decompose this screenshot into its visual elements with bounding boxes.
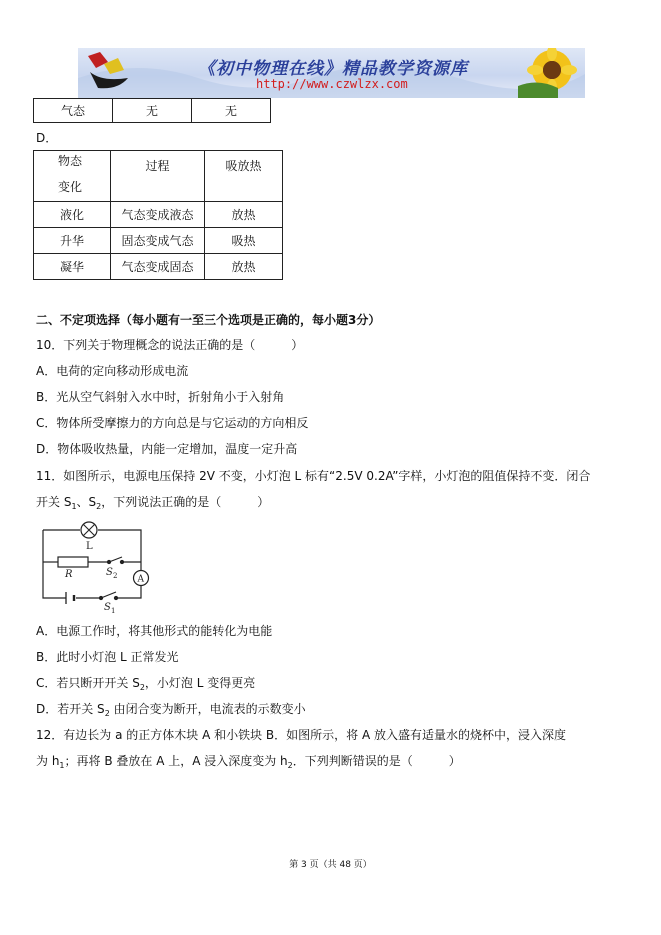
header-text: 变化 bbox=[58, 180, 83, 194]
table-cell: 液化 bbox=[34, 202, 111, 228]
resistor-label: R bbox=[65, 569, 73, 580]
banner-title: 《初中物理在线》精品教学资源库 bbox=[198, 59, 468, 79]
circuit-diagram bbox=[38, 518, 153, 616]
lamp-label: L bbox=[86, 541, 93, 552]
header-banner bbox=[78, 48, 585, 98]
switch-s2-subscript: 2 bbox=[113, 572, 118, 580]
subscript: 1 bbox=[59, 761, 65, 770]
table-cell: 放热 bbox=[205, 202, 283, 228]
ammeter-label: A bbox=[137, 574, 144, 585]
stem-text: 、S bbox=[76, 495, 97, 509]
subscript: 2 bbox=[287, 761, 293, 770]
question-10-option-c: C．物体所受摩擦力的方向总是与它运动的方向相反 bbox=[36, 416, 309, 430]
subscript: 2 bbox=[104, 709, 110, 718]
stem-text: ，下列说法正确的是（ ） bbox=[101, 495, 270, 509]
table-cell: 无 bbox=[113, 99, 192, 123]
battery-icon bbox=[66, 592, 74, 604]
table-row bbox=[34, 254, 283, 280]
banner-url: http://www.czwlzx.com bbox=[256, 77, 408, 91]
question-10-option-a: A．电荷的定向移动形成电流 bbox=[36, 364, 189, 378]
question-11-stem-line1: 11．如图所示，电源电压保持 2V 不变，小灯泡 L 标有“2.5V 0.2A”字样，小灯泡的阻值保持不变．闭合 bbox=[36, 469, 591, 483]
table-top-fragment bbox=[33, 98, 271, 123]
resistor-icon bbox=[58, 557, 88, 567]
stem-text: 开关 S bbox=[36, 495, 72, 509]
question-11-option-c bbox=[36, 675, 255, 691]
question-12-stem-line2 bbox=[36, 753, 461, 769]
table-cell: 升华 bbox=[34, 228, 111, 254]
stem-text: ；再将 B 叠放在 A 上，A 浸入深度变为 h bbox=[64, 754, 288, 768]
subscript: 2 bbox=[96, 502, 102, 511]
table-cell: 气态变成液态 bbox=[111, 202, 205, 228]
option-d-label: D． bbox=[36, 131, 58, 145]
table-header-cell bbox=[34, 151, 111, 202]
question-10-option-b: B．光从空气斜射入水中时，折射角小于入射角 bbox=[36, 390, 285, 404]
switch-s1-subscript: 1 bbox=[111, 607, 116, 615]
table-header-cell: 过程 bbox=[111, 151, 205, 202]
sunflower-icon bbox=[518, 48, 585, 98]
table-header-row bbox=[34, 151, 283, 202]
question-11-option-d bbox=[36, 701, 306, 717]
table-cell: 无 bbox=[192, 99, 271, 123]
table-header-cell: 吸放热 bbox=[205, 151, 283, 202]
table-cell: 放热 bbox=[205, 254, 283, 280]
switch-s2-label: S bbox=[106, 567, 113, 578]
subscript: 1 bbox=[71, 502, 77, 511]
question-11-option-a: A．电源工作时，将其他形式的能转化为电能 bbox=[36, 624, 273, 638]
option-text: C．若只断开开关 S bbox=[36, 676, 140, 690]
table-cell: 凝华 bbox=[34, 254, 111, 280]
option-text: ，小灯泡 L 变得更亮 bbox=[144, 676, 256, 690]
question-11-option-b: B．此时小灯泡 L 正常发光 bbox=[36, 650, 179, 664]
option-text: 由闭合变为断开，电流表的示数变小 bbox=[109, 702, 306, 716]
switch-s1-label: S bbox=[104, 602, 111, 613]
switch-s2-icon bbox=[107, 557, 123, 564]
option-text: D．若开关 S bbox=[36, 702, 105, 716]
subscript: 2 bbox=[139, 683, 145, 692]
question-10-option-d: D．物体吸收热量，内能一定增加，温度一定升高 bbox=[36, 442, 298, 456]
table-row bbox=[34, 202, 283, 228]
header-text: 物态 bbox=[58, 154, 83, 168]
table-row bbox=[34, 228, 283, 254]
stem-text: ．下列判断错误的是（ ） bbox=[292, 754, 461, 768]
question-11-stem-line2 bbox=[36, 494, 269, 510]
question-10-stem: 10．下列关于物理概念的说法正确的是（ ） bbox=[36, 338, 304, 352]
table-cell: 固态变成气态 bbox=[111, 228, 205, 254]
table-row bbox=[34, 99, 271, 123]
table-cell: 吸热 bbox=[205, 228, 283, 254]
switch-s1-icon bbox=[99, 592, 117, 600]
table-cell: 气态变成固态 bbox=[111, 254, 205, 280]
question-12-stem-line1: 12．有边长为 a 的正方体木块 A 和小铁块 B．如图所示，将 A 放入盛有适量水的烧杯中，浸入深度 bbox=[36, 728, 566, 742]
page-footer: 第 3 页（共 48 页） bbox=[289, 860, 372, 870]
section-heading: 二、不定项选择（每小题有一至三个选项是正确的，每小题3分） bbox=[36, 313, 381, 327]
table-option-d bbox=[33, 150, 283, 280]
table-cell: 气态 bbox=[34, 99, 113, 123]
lamp-icon bbox=[81, 522, 97, 538]
stem-text: 为 h bbox=[36, 754, 60, 768]
